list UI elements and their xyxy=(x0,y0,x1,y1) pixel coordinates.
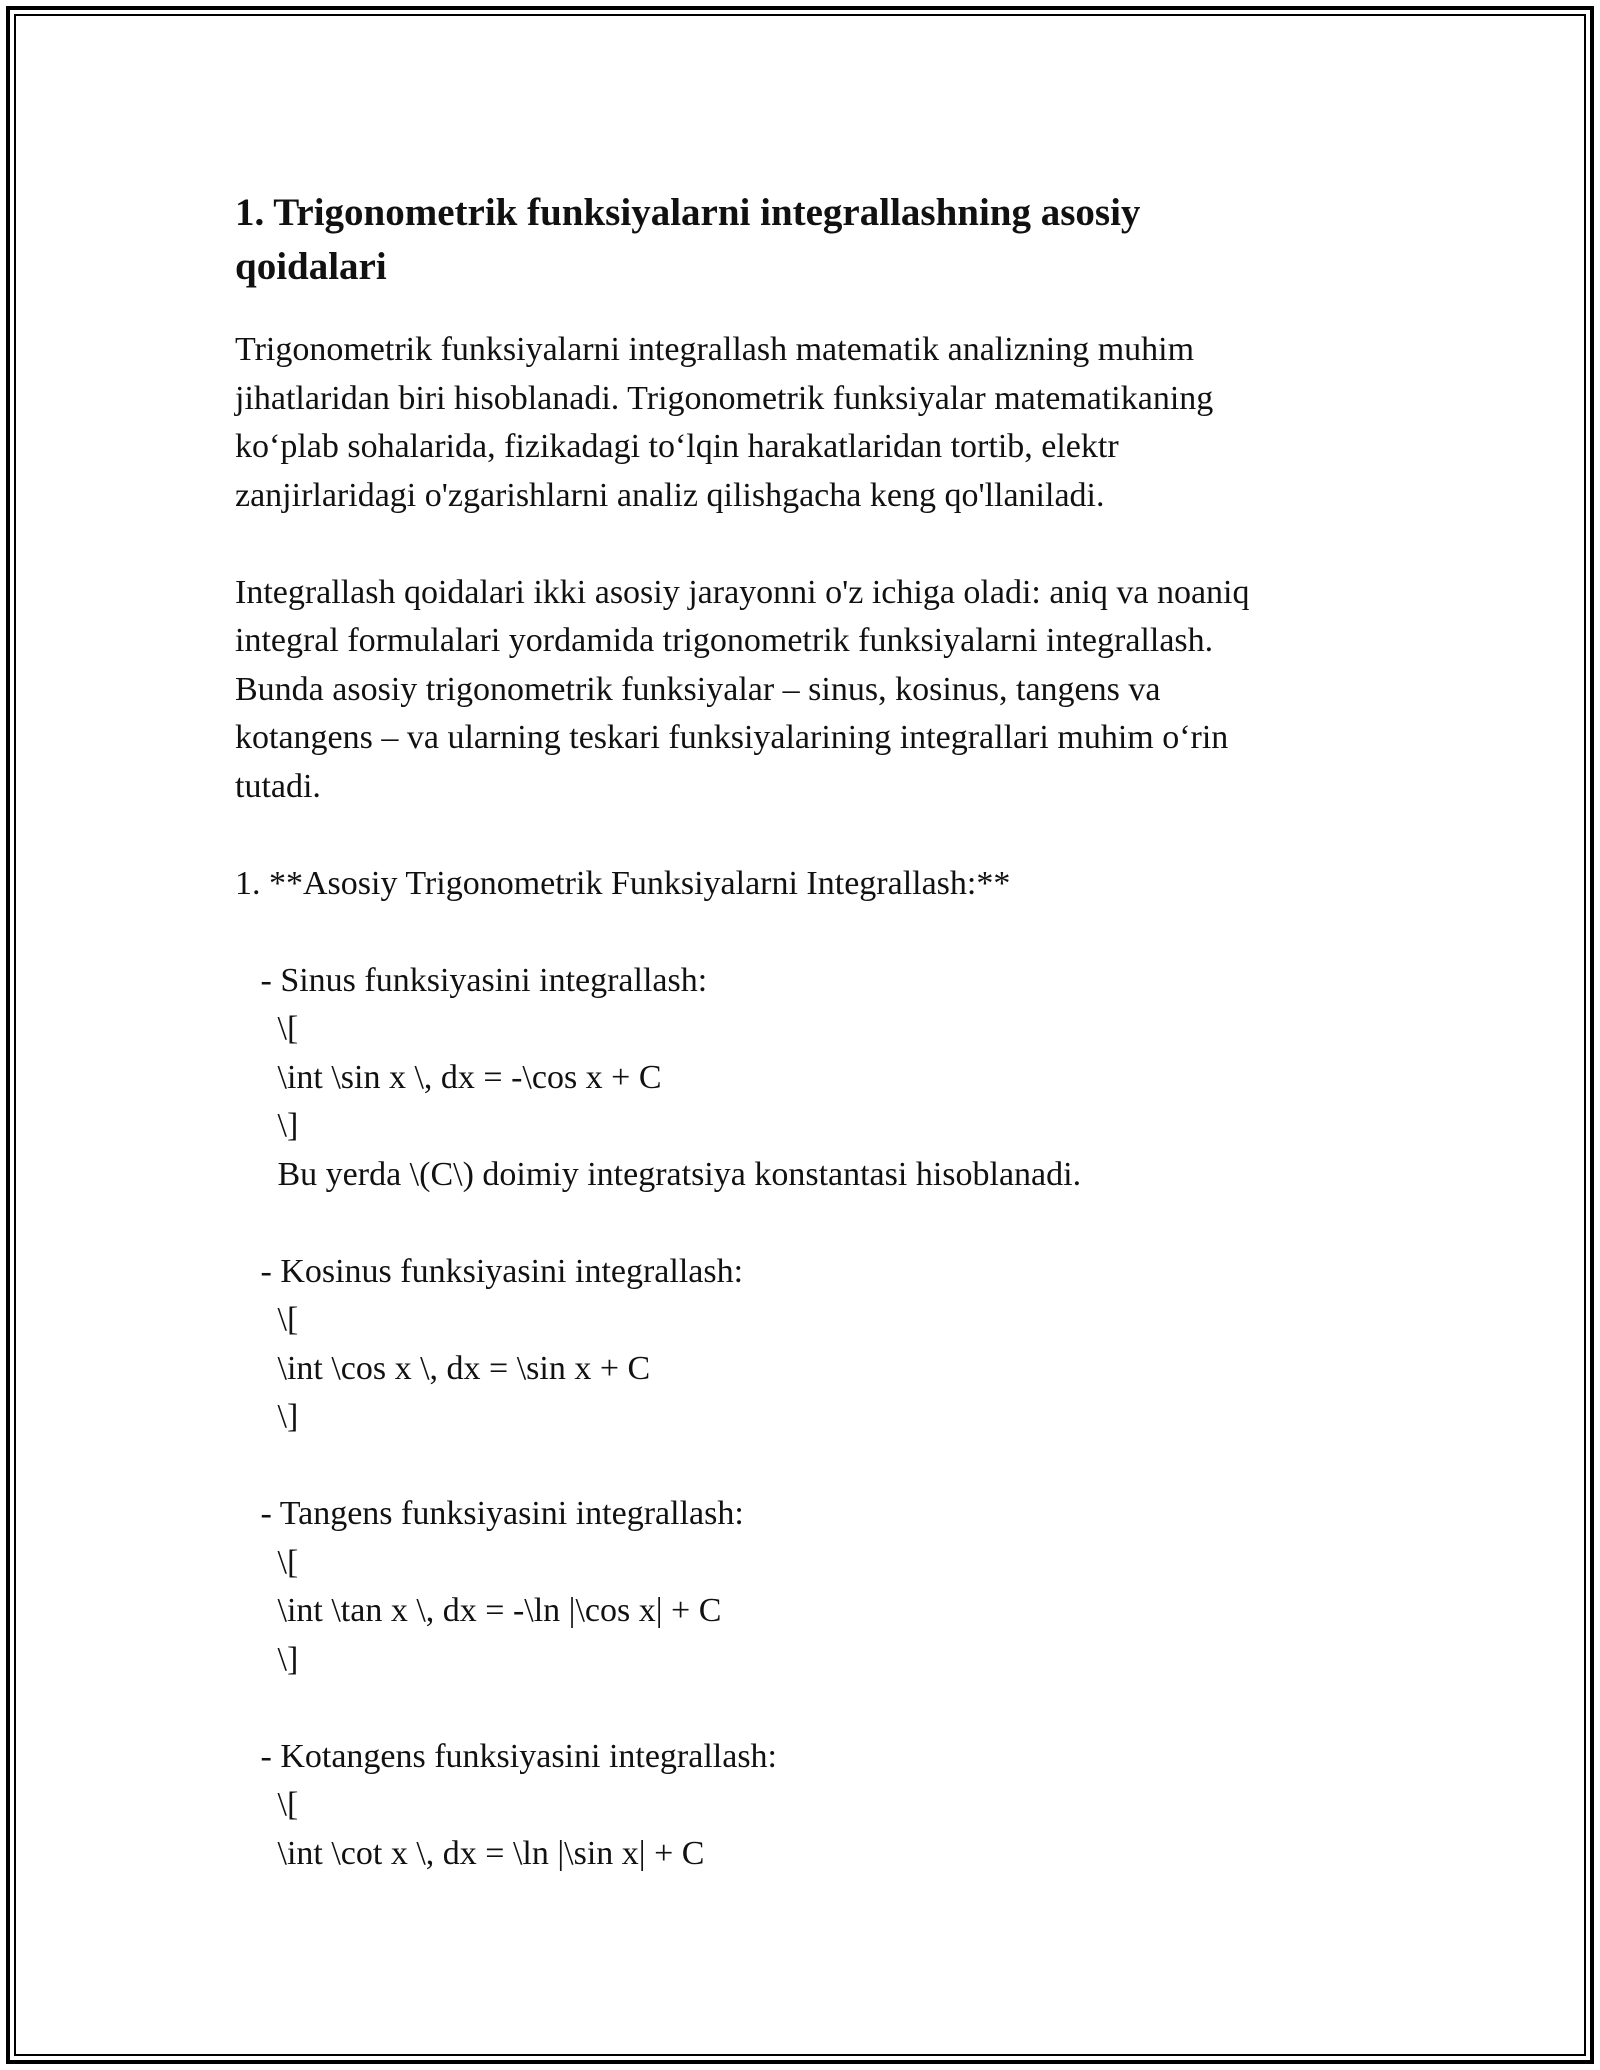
title-line: 1. Trigonometrik funksiyalarni integrallashning asosiy xyxy=(235,191,1141,234)
text-line: \[ xyxy=(235,1010,299,1047)
text-line xyxy=(235,520,1365,569)
text-line xyxy=(235,1442,1365,1491)
text-line: \[ xyxy=(235,1543,299,1581)
text-line: zanjirlaridagi o'zgarishlarni analiz qilishgacha keng qo'llaniladi. xyxy=(235,476,1105,514)
text-line xyxy=(235,1199,1365,1248)
text-line: \] xyxy=(235,1640,299,1678)
text-line: - Kosinus funksiyasini integrallash: xyxy=(235,1252,744,1290)
text-line xyxy=(235,908,1365,957)
text-line: \[ xyxy=(235,1786,299,1823)
text-line: Bu yerda \(C\) doimiy integratsiya konstantasi hisoblanadi. xyxy=(235,1155,1082,1193)
text-line: \int \tan x \, dx = -\ln |\cos x| + C xyxy=(235,1592,722,1629)
text-line: jihatlaridan biri hisoblanadi. Trigonometrik funksiyalar matematikaning xyxy=(235,379,1214,417)
text-line: kotangens – va ularning teskari funksiyalarining integrallari muhim o‘rin xyxy=(235,719,1229,756)
document-title xyxy=(235,186,1365,294)
title-line: qoidalari xyxy=(235,245,387,288)
text-line: - Kotangens funksiyasini integrallash: xyxy=(235,1737,778,1775)
text-line: ko‘plab sohalarida, fizikadagi to‘lqin harakatlaridan tortib, elektr xyxy=(235,428,1119,465)
text-line xyxy=(235,1684,1365,1733)
document-content xyxy=(235,186,1365,1878)
text-line: \] xyxy=(235,1107,299,1144)
text-line: integral formulalari yordamida trigonometrik funksiyalarni integrallash. xyxy=(235,622,1214,659)
text-line: \int \cot x \, dx = \ln |\sin x| + C xyxy=(235,1834,705,1872)
text-line: - Tangens funksiyasini integrallash: xyxy=(235,1495,744,1532)
text-line: Trigonometrik funksiyalarni integrallash matematik analizning muhim xyxy=(235,331,1195,368)
text-line: Bunda asosiy trigonometrik funksiyalar – sinus, kosinus, tangens va xyxy=(235,670,1161,708)
text-line: - Sinus funksiyasini integrallash: xyxy=(235,961,708,999)
text-line: tutadi. xyxy=(235,767,321,805)
text-line: Integrallash qoidalari ikki asosiy jarayonni o'z ichiga oladi: aniq va noaniq xyxy=(235,573,1250,611)
text-line: \[ xyxy=(235,1301,299,1338)
text-line: \int \sin x \, dx = -\cos x + C xyxy=(235,1058,662,1096)
document-body xyxy=(235,326,1365,1878)
text-line: 1. **Asosiy Trigonometrik Funksiyalarni Integrallash:** xyxy=(235,864,1011,902)
text-line: \] xyxy=(235,1398,299,1435)
text-line xyxy=(235,811,1365,860)
text-line: \int \cos x \, dx = \sin x + C xyxy=(235,1349,651,1387)
